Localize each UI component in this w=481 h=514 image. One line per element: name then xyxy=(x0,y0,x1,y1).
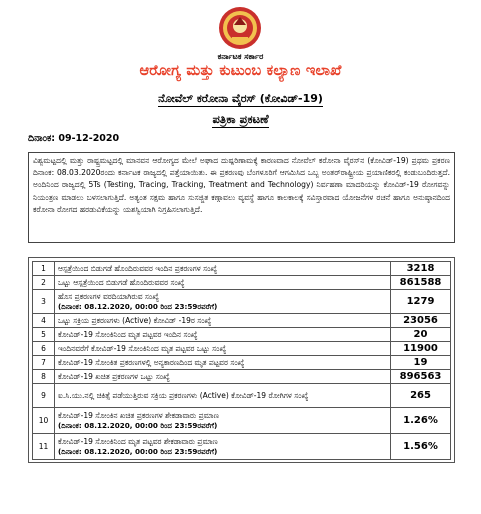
row-value: 1279 xyxy=(391,290,451,314)
row-value: 896563 xyxy=(391,370,451,384)
row-value: 20 xyxy=(391,328,451,342)
table-row xyxy=(33,434,451,460)
row-label-cell xyxy=(55,408,391,434)
row-label: ಹೊಸ ಪ್ರಕರಣಗಳ ವರದಿಯಾಗಿರುವ ಸಂಖ್ಯೆ xyxy=(58,291,160,301)
row-label: ಐ.ಸಿ.ಯು.ನಲ್ಲಿ ಚಿಕಿತ್ಸೆ ಪಡೆಯುತ್ತಿರುವ ಸಕ್ರಿಯ ಪ್ರಕರಣಗಳು (Active) ಕೋವಿಡ್-19 ರೋಗಿಗಳ ಸಂಖ್ಯೆ xyxy=(58,390,309,400)
table-row xyxy=(33,370,451,384)
row-value: 11900 xyxy=(391,342,451,356)
document-subtitle: ನೋವೆಲ್ ಕರೋನಾ ವೈರಸ್ (ಕೋವಿಡ್-19) xyxy=(158,92,323,105)
intro-paragraph: ವಿಶ್ವಮಟ್ಟದಲ್ಲಿ ಮತ್ತು ರಾಷ್ಟ್ರಮಟ್ಟದಲ್ಲಿ ಮಾನವನ ಆರೋಗ್ಯದ ಮೇಲೆ ಅಘಾದ ದುಷ್ಪರಿಣಾಮಕ್ಕೆ ಕಾರಣವಾದ ನೋವೆಲ್ ಕರೋನಾ ವೈರಸ್‌ನ (ಕೋವಿಡ್-19) ಪ್ರಥಮ ಪ್ರಕರಣ ದಿನಾಂಕ: 08.03.2020ರಂದು ಕರ್ನಾಟಕ ರಾಜ್ಯದಲ್ಲಿ ಪತ್ತೆಯಾಯಿತು. ಈ ಪ್ರಕರಣವು ಬೆಂಗಳೂರಿಗೆ ಆಗಮಿಸಿದ ಒಬ್ಬ ಅಂತರ್‌ರಾಷ್ಟ್ರೀಯ ಪ್ರಯಾಣಿಕರಲ್ಲಿ ಕಂಡುಬಂದಿರುತ್ತದೆ. ಅಂದಿನಿಂದ ರಾಜ್ಯದಲ್ಲಿ 5Ts (Testing, Tracing, Tracking, Treatment and Technology) ನಿರ್ವಹಣಾ ಮಾದರಿಯನ್ನು ಕೋವಿಡ್-19 ರೋಗವನ್ನು ನಿಯಂತ್ರಣ ಮಾಡಲು ಬಳಸಲಾಗುತ್ತಿದೆ. ಅತ್ಯಂತ ಸಕ್ಷಮ ಹಾಗೂ ಸುಸಜ್ಜಿತ ಕಣ್ಗಾವಲು ವ್ಯವಸ್ಥೆ ಹಾಗೂ ಕಾಲಕಾಲಕ್ಕೆ ಸವಿಸ್ತಾರವಾದ ಯೋಜನೆಗಳ ರಚನೆ ಹಾಗೂ ಅನುಷ್ಠಾನದಿಂದ ಕರೋನಾ ರೋಗದ ಹರಡುವಿಕೆಯನ್ನು ಯಶಸ್ವಿಯಾಗಿ ನಿಗ್ರಹಿಸಲಾಗುತ್ತಿದೆ. xyxy=(28,152,455,243)
row-value: 1.56% xyxy=(391,434,451,460)
karnataka-emblem-icon xyxy=(218,6,262,50)
stats-table xyxy=(32,261,451,460)
row-number: 3 xyxy=(33,290,55,314)
row-label: ಆಸ್ಪತ್ರೆಯಿಂದ ಬಿಡುಗಡೆ ಹೊಂದಿರುವವರ ಇಂದಿನ ಪ್ರಕರಣಗಳ ಸಂಖ್ಯೆ xyxy=(58,263,218,273)
table-row xyxy=(33,290,451,314)
row-label-cell xyxy=(55,314,391,328)
row-label: ಒಟ್ಟು ಆಸ್ಪತ್ರೆಯಿಂದ ಬಿಡುಗಡೆ ಹೊಂದಿರುವವರ ಸಂಖ್ಯೆ xyxy=(58,277,185,287)
row-number: 9 xyxy=(33,384,55,408)
table-row xyxy=(33,408,451,434)
row-number: 7 xyxy=(33,356,55,370)
row-label-cell xyxy=(55,290,391,314)
row-label-cell xyxy=(55,328,391,342)
row-label-cell xyxy=(55,276,391,290)
row-value: 861588 xyxy=(391,276,451,290)
row-value: 23056 xyxy=(391,314,451,328)
row-value: 1.26% xyxy=(391,408,451,434)
row-number: 10 xyxy=(33,408,55,434)
row-label: ಕೋವಿಡ್-19 ಸೋಂಕಿನಿಂದ ಮೃತ ಪಟ್ಟವರ ಇಂದಿನ ಸಂಖ್ಯೆ xyxy=(58,329,198,339)
row-number: 5 xyxy=(33,328,55,342)
table-row xyxy=(33,328,451,342)
row-number: 6 xyxy=(33,342,55,356)
stats-table-container xyxy=(28,257,455,463)
table-row xyxy=(33,314,451,328)
row-value: 3218 xyxy=(391,262,451,276)
table-row xyxy=(33,276,451,290)
row-label-cell xyxy=(55,356,391,370)
row-number: 4 xyxy=(33,314,55,328)
row-number: 1 xyxy=(33,262,55,276)
row-note: (ದಿನಾಂಕ: 08.12.2020, 00:00 ರಿಂದ 23:59ರವರೆಗೆ) xyxy=(58,301,218,311)
row-label: ಕೋವಿಡ್-19 ಖಚಿತ ಪ್ರಕರಣಗಳ ಒಟ್ಟು ಸಂಖ್ಯೆ xyxy=(58,371,170,381)
row-number: 11 xyxy=(33,434,55,460)
date-line: ದಿನಾಂಕ: 09-12-2020 xyxy=(28,133,120,144)
row-label: ಕೋವಿಡ್-19 ಸೋಂಕಿನಿಂದ ಮೃತ ಪಟ್ಟವರ ಶೇಕಡಾವಾರು ಪ್ರಮಾಣ xyxy=(58,436,218,446)
row-label-cell xyxy=(55,370,391,384)
row-number: 2 xyxy=(33,276,55,290)
row-label-cell xyxy=(55,434,391,460)
government-name: ಕರ್ನಾಟಕ ಸರ್ಕಾರ xyxy=(217,52,264,61)
row-label-cell xyxy=(55,384,391,408)
row-label-cell xyxy=(55,342,391,356)
row-value: 265 xyxy=(391,384,451,408)
row-label: ಕೋವಿಡ್-19 ಸೋಂಕಿನ ಖಚಿತ ಪ್ರಕರಣಗಳ ಶೇಕಡಾವಾರು ಪ್ರಮಾಣ xyxy=(58,410,219,420)
table-row xyxy=(33,262,451,276)
row-label: ಒಟ್ಟು ಸಕ್ರಿಯ ಪ್ರಕರಣಗಳು (Active) ಕೋವಿಡ್ -19ರ ಸಂಖ್ಯೆ xyxy=(58,315,212,325)
table-row xyxy=(33,342,451,356)
row-label-cell xyxy=(55,262,391,276)
row-value: 19 xyxy=(391,356,451,370)
row-note: (ದಿನಾಂಕ: 08.12.2020, 00:00 ರಿಂದ 23:59ರವರೆಗೆ) xyxy=(58,420,218,430)
table-row xyxy=(33,356,451,370)
row-label: ಇಂದಿನವರೆಗೆ ಕೋವಿಡ್-19 ಸೋಂಕಿನಿಂದ ಮೃತ ಪಟ್ಟವರ ಒಟ್ಟು ಸಂಖ್ಯೆ xyxy=(58,343,227,353)
table-row xyxy=(33,384,451,408)
row-label: ಕೋವಿಡ್-19 ಸೋಂಕಿತ ಪ್ರಕರಣಗಳಲ್ಲಿ ಅನ್ಯಕಾರಣದಿಂದ ಮೃತ ಪಟ್ಟವರ ಸಂಖ್ಯೆ xyxy=(58,357,245,367)
row-number: 8 xyxy=(33,370,55,384)
row-note: (ದಿನಾಂಕ: 08.12.2020, 00:00 ರಿಂದ 23:59ರವರೆಗೆ) xyxy=(58,446,218,456)
press-release-heading: ಪತ್ರಿಕಾ ಪ್ರಕಟಣೆ xyxy=(212,112,269,126)
department-title: ಆರೋಗ್ಯ ಮತ್ತು ಕುಟುಂಬ ಕಲ್ಯಾಣ ಇಲಾಖೆ xyxy=(139,63,342,79)
